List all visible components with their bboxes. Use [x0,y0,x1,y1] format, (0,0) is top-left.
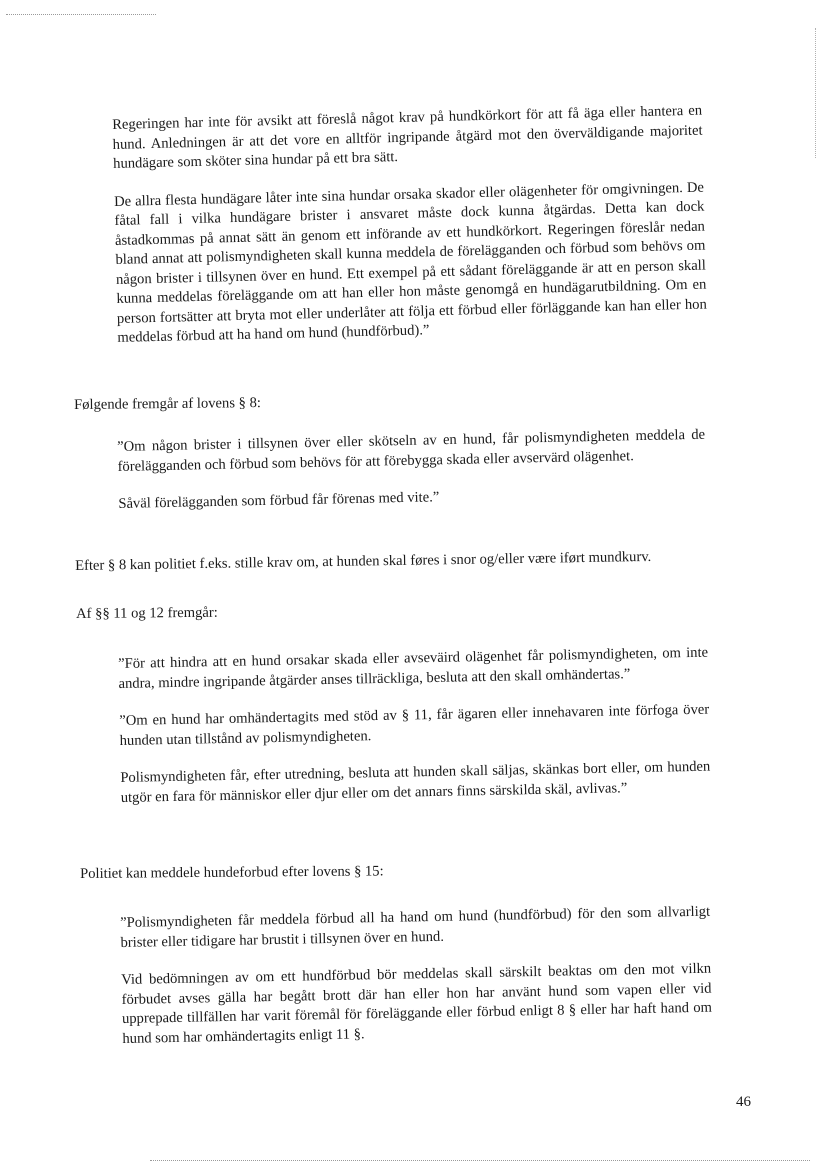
quote-1-paragraph-1: Regeringen har inte för avsikt att föreslå något krav på hundkörkort för att få äga eller hantera en hund. Anledningen är att det vore en alltför ingripande åtgärd mot den överväldigande majoritet hundägare som sköter sina hundar på ett bra sätt. [112,102,703,172]
quote-s8-paragraph-1: ”Om någon brister i tillsynen över eller skötseln av en hund, får polismyndigheten meddela de förelägganden och förbud som behövs för att förebygga skada eller avservärd olägenhet. [117,426,706,475]
page-number: 46 [736,1094,751,1110]
quote-s11-paragraph-3: Polismyndigheten får, efter utredning, besluta att hunden skall säljas, skänkas bort eller, om hunden utgör en fara för människor eller djur eller om det annars finns särskilda skäl, avlivas.” [120,758,711,806]
scan-edge-bottom [150,1160,810,1161]
quote-1-paragraph-2: De allra flesta hundägare låter inte sina hundar orsaka skador eller olägenheter för omgivningen. De fåtal fall i vilka hundägare brister i ansvaret måste dock kunna åtgärdas. Detta kan dock åstadkommas på annat sätt än genom ett införande av ett hundkörkort. Regeringen föreslår nedan bland annat att polismyndigheten skall kunna meddela de förelägganden och förbud som behövs om någon brister i tillsynen över en hund. Ett exempel på ett sådant föreläggande är att en person skall kunna meddelas föreläggande om att han eller hon måste genomgå en hundägarutbildning. Om en person fortsätter att bryta mot eller underlåter att följa ett förbud eller förläggande kan han eller hon meddelas förbud att ha hand om hund (hundförbud).” [113,179,707,346]
quote-block-section-8 [117,426,706,515]
quote-block-section-11-12 [118,644,711,808]
scan-edge-top [6,14,156,15]
section-8-intro: Følgende fremgår af lovens § 8: [74,395,261,413]
quote-block-section-15 [120,903,712,1049]
quote-s8-paragraph-2: Såväl förelägganden som förbud får förenas med vite.” [118,489,440,512]
quote-s11-paragraph-1: ”För att hindra att en hund orsakar skada eller avseväird olägenhet får polismyndigheten, om inte andra, mindre ingripande åtgärder anses tillräckliga, besluta att den skall omhändertas.” [118,644,709,692]
section-11-12-intro: Af §§ 11 og 12 fremgår: [76,604,218,622]
section-8-note: Efter § 8 kan politiet f.eks. stille krav om, at hunden skal føres i snor og/eller være iført mundkurv. [75,548,652,574]
section-15-intro: Politiet kan meddele hundeforbud efter lovens § 15: [80,863,384,882]
quote-s11-paragraph-2: ”Om en hund har omhändertagits med stöd av § 11, får ägaren eller innehavaren inte förfoga över hunden utan tillstånd av polismyndigheten. [119,701,710,749]
quote-s15-paragraph-1: ”Polismyndigheten får meddela förbud all ha hand om hund (hundförbud) för den som allvarligt brister eller tidigare har brustit i tillsynen över en hund. [120,903,711,951]
quote-block-1 [112,102,708,349]
quote-s15-paragraph-2: Vid bedömningen av om ett hundförbud bör meddelas skall särskilt beaktas om den mot vilkn förbudet avses gälla har begått brott där han eller hon har använt hund som vapen eller vid upprepade tillfällen har varit föremål för föreläggande eller förbud enligt 8 § eller har haft hand om hund som har omhändertagits enligt 11 §. [121,960,713,1047]
scan-edge-right [815,28,816,158]
